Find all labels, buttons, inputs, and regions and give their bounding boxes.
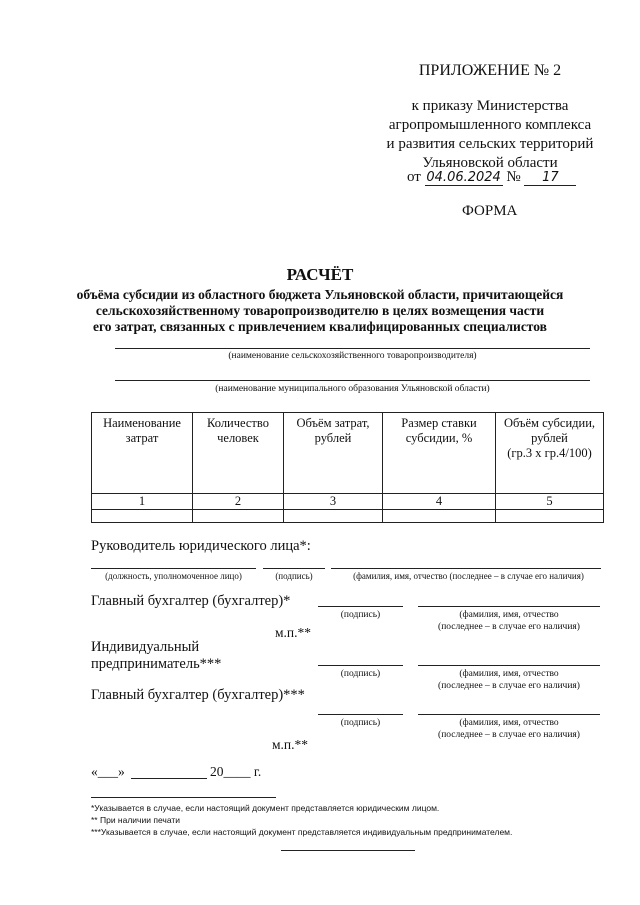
date-month-line <box>131 778 207 779</box>
ip-label <box>91 639 221 673</box>
head-signature-line <box>263 568 325 569</box>
chief-acc-2-fio-caption-2: (последнее – в случае его наличия) <box>438 730 580 740</box>
calc-table <box>91 412 604 523</box>
col-header-3-line-1: Объём затрат, <box>296 416 370 430</box>
chief-acc-2-signature-line <box>318 714 403 715</box>
table-number-row <box>92 494 604 510</box>
col-header-3 <box>284 413 383 494</box>
header-line-1: к приказу Министерства <box>411 98 569 114</box>
col-header-4 <box>383 413 496 494</box>
col-header-1-line-1: Наименование <box>103 416 181 430</box>
col-header-2 <box>193 413 284 494</box>
from-label: от <box>407 169 421 185</box>
ip-label-line-1: Индивидуальный <box>91 639 200 655</box>
appendix-title: ПРИЛОЖЕНИЕ № 2 <box>418 62 562 79</box>
ip-fio-line <box>418 665 600 666</box>
col-header-4-line-2: субсидии, % <box>405 431 473 445</box>
chief-accountant-label: Главный бухгалтер (бухгалтер)* <box>91 593 291 609</box>
ip-signature-line <box>318 665 403 666</box>
doc-title: РАСЧЁТ <box>286 265 354 284</box>
producer-line <box>115 348 590 349</box>
col-number-4: 4 <box>383 494 496 510</box>
table-cell <box>92 510 193 523</box>
date-open: «___» <box>91 764 125 779</box>
producer-caption: (наименование сельскохозяйственного товаропроизводителя) <box>228 351 477 361</box>
col-header-3-line-2: рублей <box>314 431 352 445</box>
number-label: № <box>506 169 521 185</box>
chief-acc-fio-caption-1: (фамилия, имя, отчество <box>459 610 559 620</box>
col-header-1-line-2: затрат <box>125 431 159 445</box>
ip-signature-caption: (подпись) <box>340 669 381 679</box>
date-year: 20____ г. <box>210 764 262 779</box>
footnote-1: *Указывается в случае, если настоящий документ представляется юридическим лицом. <box>91 803 440 813</box>
position-caption: (должность, уполномоченное лицо) <box>105 571 242 581</box>
col-header-5 <box>496 413 604 494</box>
col-header-5-line-2: рублей <box>531 431 568 445</box>
col-number-5: 5 <box>496 494 604 510</box>
col-header-4-line-1: Размер ставки <box>401 416 477 430</box>
doc-subtitle-2: сельскохозяйственному товаропроизводителю в целях возмещения части <box>95 303 545 318</box>
header-line-4: Ульяновской области <box>422 155 558 171</box>
col-header-2-line-2: человек <box>217 431 259 445</box>
chief-acc-fio-caption-2: (последнее – в случае его наличия) <box>438 622 580 632</box>
ip-fio-caption-2: (последнее – в случае его наличия) <box>438 681 580 691</box>
table-cell <box>496 510 604 523</box>
head-fio-caption: (фамилия, имя, отчество (последнее – в случае его наличия) <box>353 571 584 581</box>
col-header-2-line-1: Количество <box>207 416 269 430</box>
chief-acc-2-signature-caption: (подпись) <box>340 718 381 728</box>
col-number-3: 3 <box>284 494 383 510</box>
table-cell <box>193 510 284 523</box>
ip-fio-caption-1: (фамилия, имя, отчество <box>459 669 559 679</box>
position-line <box>91 568 256 569</box>
header-line-3: и развития сельских территорий <box>386 136 594 152</box>
order-date: 04.06.2024 <box>426 170 501 185</box>
footnote-3: ***Указывается в случае, если настоящий документ представляется индивидуальным предпринимателем. <box>91 827 513 837</box>
form-label: ФОРМА <box>462 203 518 219</box>
ip-label-line-2: предприниматель*** <box>91 656 222 672</box>
order-date-number <box>407 169 576 186</box>
chief-acc-2-fio-caption-1: (фамилия, имя, отчество <box>459 718 559 728</box>
chief-accountant-2-label: Главный бухгалтер (бухгалтер)*** <box>91 687 305 703</box>
header-line-2: агропромышленного комплекса <box>388 117 592 133</box>
table-cell <box>383 510 496 523</box>
municipality-line <box>115 380 590 381</box>
col-header-5-line-1: Объём субсидии, <box>503 416 596 430</box>
stamp-place-2: м.п.** <box>272 737 309 752</box>
table-empty-row <box>92 510 604 523</box>
head-label: Руководитель юридического лица*: <box>91 538 311 554</box>
table-cell <box>284 510 383 523</box>
col-header-5-line-3: (гр.3 х гр.4/100) <box>507 446 592 460</box>
order-number: 17 <box>524 170 576 186</box>
footnote-2: ** При наличии печати <box>91 815 180 825</box>
col-header-1 <box>92 413 193 494</box>
stamp-place-1: м.п.** <box>275 625 312 640</box>
col-number-1: 1 <box>92 494 193 510</box>
municipality-caption: (наименование муниципального образования Ульяновской области) <box>215 384 490 394</box>
doc-subtitle-1: объёма субсидии из областного бюджета Ульяновской области, причитающейся <box>76 287 564 302</box>
head-signature-caption: (подпись) <box>275 571 313 581</box>
end-divider <box>281 850 415 851</box>
chief-acc-signature-caption: (подпись) <box>340 610 381 620</box>
col-number-2: 2 <box>193 494 284 510</box>
head-fio-line <box>331 568 601 569</box>
doc-subtitle-3: его затрат, связанных с привлечением квалифицированных специалистов <box>93 319 547 334</box>
chief-acc-fio-line <box>418 606 600 607</box>
chief-acc-2-fio-line <box>418 714 600 715</box>
table-header-row <box>92 413 604 494</box>
footnote-divider <box>91 797 276 798</box>
chief-acc-signature-line <box>318 606 403 607</box>
